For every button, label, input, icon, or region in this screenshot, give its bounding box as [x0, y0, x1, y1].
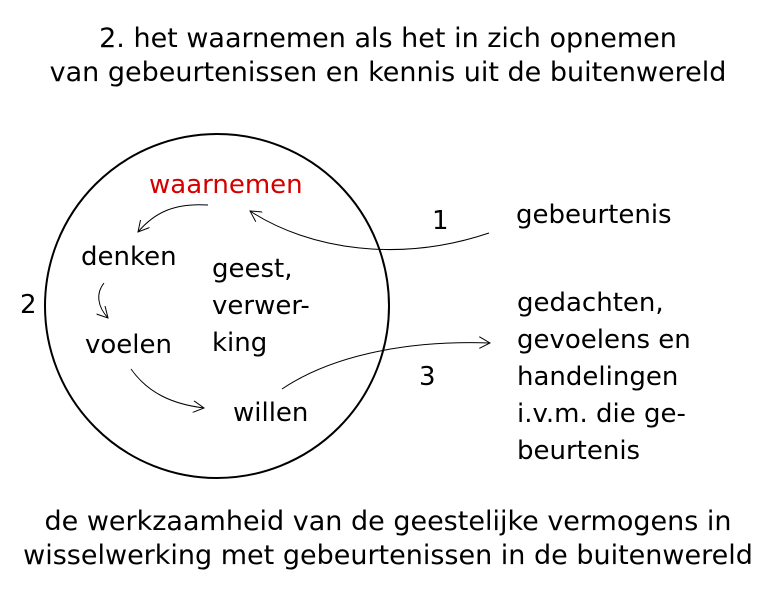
center-label	[212, 251, 310, 362]
arrow-voelen-to-willen	[131, 369, 204, 408]
center-line-3: king	[212, 328, 268, 358]
arrow-event-to-waarnemen	[250, 211, 489, 250]
caption-line-2: wisselwerking met gebeurtenissen in de buitenwereld	[23, 540, 753, 571]
arrow-willen-to-output	[282, 343, 490, 389]
title-line-2: van gebeurtenissen en kennis uit de buitenwereld	[49, 57, 727, 88]
node-denken: denken	[81, 242, 177, 272]
diagram-caption	[0, 505, 776, 573]
node-voelen: voelen	[85, 330, 172, 360]
output-number: 3	[419, 362, 436, 392]
event-label: gebeurtenis	[516, 200, 672, 230]
output-line-3: handelingen	[517, 362, 679, 392]
circle-number: 2	[20, 290, 37, 320]
output-line-4: i.v.m. die ge-	[517, 399, 686, 429]
arrow-waarnemen-to-denken	[138, 205, 208, 232]
node-waarnemen: waarnemen	[149, 170, 303, 200]
title-line-1: 2. het waarnemen als het in zich opnemen	[99, 23, 677, 54]
output-line-1: gedachten,	[517, 288, 664, 318]
caption-line-1: de werkzaamheid van de geestelijke vermogens in	[44, 506, 732, 537]
center-line-1: geest,	[212, 254, 293, 284]
output-line-5: beurtenis	[517, 436, 641, 466]
event-number: 1	[432, 206, 449, 236]
output-line-2: gevoelens en	[517, 325, 691, 355]
center-line-2: verwer-	[212, 291, 310, 321]
output-label	[517, 285, 691, 470]
node-willen: willen	[233, 398, 309, 428]
arrow-denken-to-voelen	[99, 283, 108, 318]
